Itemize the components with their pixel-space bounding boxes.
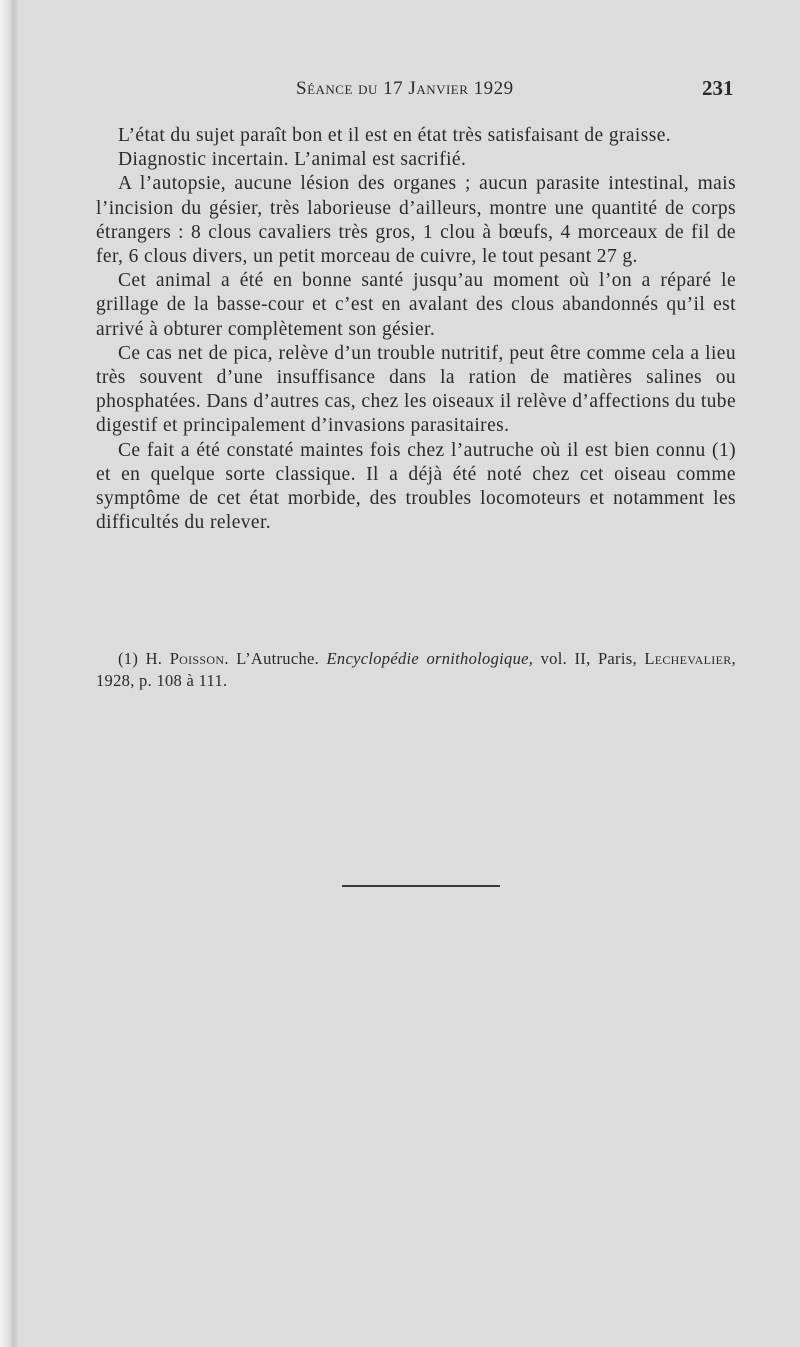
footnote-volume-place: vol. II, Paris, xyxy=(540,649,637,668)
end-rule xyxy=(342,885,500,887)
footnote-details: , 1928, p. 108 à 111. xyxy=(96,649,736,690)
paragraph-autopsy: A l’autopsie, aucune lésion des organes ; aucun parasite intestinal, mais l’incision du gésier, très laborieuse d’ailleurs, montre une quantité de corps étrangers : 8 clous cavaliers très gros, 1 clou à bœufs, 4 morceaux de fil de fer, 6 clous divers, un petit morceau de cuivre, le tout pesant 27 g. xyxy=(96,173,736,268)
page-header xyxy=(0,76,800,106)
footnote-work: Encyclopédie ornithologique, xyxy=(326,649,534,668)
running-head: Séance du 17 Janvier 1929 xyxy=(296,78,514,99)
footnote-title: L’Autruche. xyxy=(236,649,320,668)
body-text xyxy=(96,124,736,535)
footnote-marker: (1) H. xyxy=(118,649,163,668)
page-number: 231 xyxy=(702,76,734,100)
footnote-author: Poisson xyxy=(169,649,225,668)
paragraph-health: Cet animal a été en bonne santé jusqu’au moment où l’on a réparé le grillage de la basse-cour et c’est en avalant des clous abandonnés qu’il est arrivé à obturer complètement son gésier. xyxy=(96,270,736,340)
paragraph-diagnosis: Diagnostic incertain. L’animal est sacrifié. xyxy=(118,149,467,171)
paragraph-condition: L’état du sujet paraît bon et il est en état très satisfaisant de graisse. xyxy=(118,125,672,146)
paragraph-pica: Ce cas net de pica, relève d’un trouble nutritif, peut être comme cela a lieu très souvent d’une insuffisance dans la ration de matières salines ou phosphatées. Dans d’autres cas, chez les oiseaux il relève d’affections du tube digestif et principalement d’invasions parasitaires. xyxy=(96,342,736,437)
page-binding-edge xyxy=(0,0,18,1347)
footnote-publisher: Lechevalier xyxy=(644,649,732,668)
paragraph-ostrich: Ce fait a été constaté maintes fois chez l’autruche où il est bien connu (1) et en quelque sorte classique. Il a déjà été noté chez cet oiseau comme symptôme de cet état morbide, des troubles locomoteurs et notamment les difficultés du relever. xyxy=(96,439,736,534)
footnote: (1) H. Poisson. L’Autruche. Encyclopédie ornithologique, vol. II, Paris, Lechevalier, 1928, p. 108 à 111. xyxy=(96,649,736,690)
